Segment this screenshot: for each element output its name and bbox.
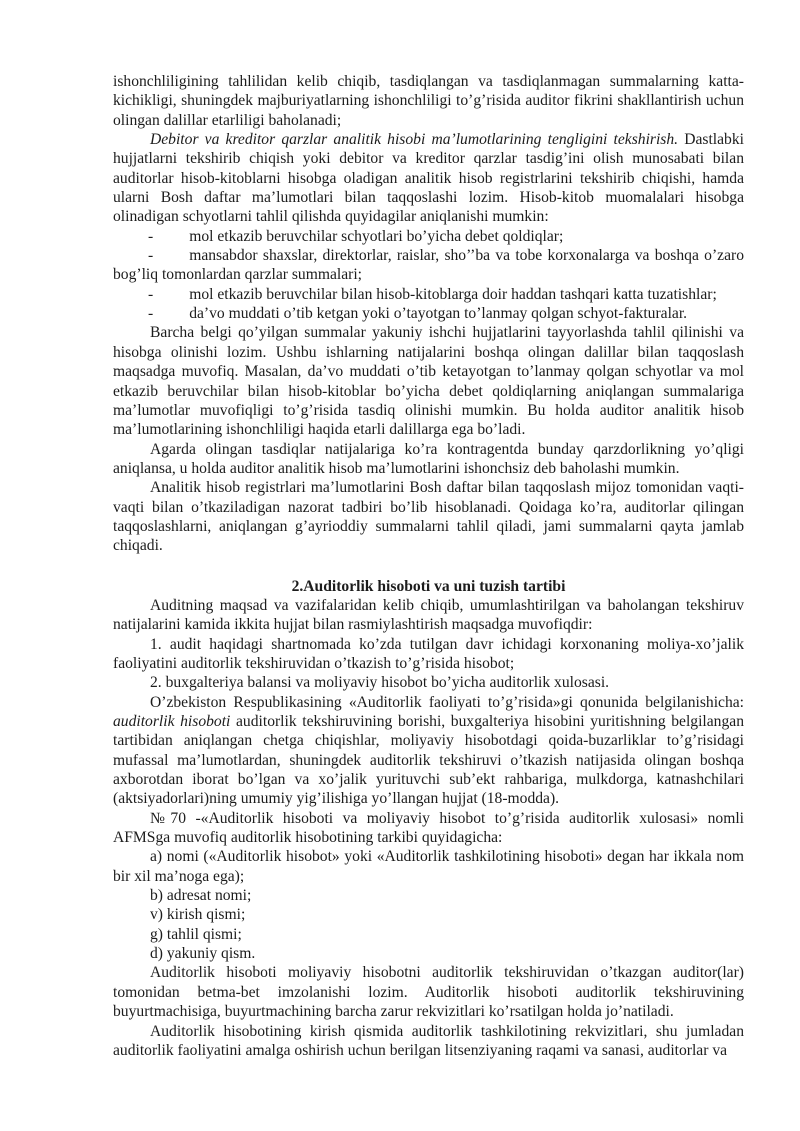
paragraph-afms: №70 -«Auditorlik hisoboti va moliyaviy hisobot to’g’risida auditorlik xulosasi» nomli AFMSga muvofiq auditorlik hisobotining tarkibi quyidagicha: [113, 809, 744, 847]
bullet-text: mol etkazib beruvchilar bilan hisob-kitoblarga doir haddan tashqari katta tuzatishlar; [189, 285, 717, 303]
paragraph-kirish-qismi: Auditorlik hisobotining kirish qismida auditorlik tashkilotining rekvizitlari, shu jumladan auditorlik faoliyatini amalga oshirish uchun berilgan litsenziyaning raqami va sanasi, auditorlar va [113, 1022, 744, 1059]
bullet-dash: - [148, 285, 154, 303]
paragraph-imzolanish: Auditorlik hisoboti moliyaviy hisobotni auditorlik tekshiruvidan o’tkazgan auditor(lar) tomonidan betma-bet imzolanishi lozim. Auditorlik hisoboti auditorlik tekshiruvining buyurtmachisiga, buyurtmachining barcha zarur rekvizitlari ko’rsatilgan holda jo’natiladi. [113, 964, 744, 1021]
bullet-dash: - [148, 247, 154, 265]
paragraph-debitor-kreditor-rest: Dastlabki hujjatlarni tekshirib chiqish yoki debitor va kreditor qarzlar tasdig’ini olish munosabati bilan auditorlar hisob-kitoblarni hisobga oladigan analitik hisob registrlarini tekshirib chiqishi, hamda ularni Bosh daftar ma’lumotlari bilan taqqoslashi lozim. Hisob-kitob muomalalari hisobga olinadigan schyotlarni tahlil qilishda quyidagilar aniqlanishi mumkin: [113, 131, 744, 226]
italic-lead-sentence: Debitor va kreditor qarzlar analitik hisobi ma’lumotlarining tengligini tekshirish. [150, 131, 679, 149]
letter-item: a) nomi («Auditorlik hisobot» yoki «Auditorlik tashkilotining hisoboti» degan har ikkala nom bir xil ma’noga ega); [113, 848, 744, 885]
bullet-item [113, 285, 744, 304]
paragraph-debitor-kreditor [113, 130, 744, 227]
paragraph-qonun [113, 693, 744, 809]
numbered-item: 2. buxgalteriya balansi va moliyaviy hisobot bo’yicha auditorlik xulosasi. [150, 674, 610, 692]
bullet-text: mansabdor shaxslar, direktorlar, raislar, sho’’ba va tobe korxonalarga va boshqa o’zaro bog’liq tomonlardan qarzlar summalari; [113, 247, 744, 284]
letter-item: g) tahlil qismi; [150, 925, 242, 943]
text-block [113, 72, 744, 1060]
letter-item: d) yakuniy qism. [150, 945, 256, 963]
bullet-text: mol etkazib beruvchilar schyotlari bo’yicha debet qoldiqlar; [189, 227, 564, 245]
letter-item: v) kirish qismi; [150, 906, 246, 924]
bullet-item [113, 246, 744, 285]
bullet-item [113, 304, 744, 323]
italic-auditorlik-hisoboti: auditorlik hisoboti [113, 713, 231, 730]
bullet-text: da’vo muddati o’tib ketgan yoki o’tayotgan to’lanmay qolgan schyot-fakturalar. [189, 305, 688, 323]
numbered-item: 1. audit haqidagi shartnomada ko’zda tutilgan davr ichidagi korxonaning moliya-xo’jalik faoliyatini auditorlik tekshiruvidan o’tkazish to’g’risida hisobot; [113, 635, 744, 672]
bullet-item [113, 227, 744, 246]
paragraph-continuation: ishonchliligining tahlilidan kelib chiqib, tasdiqlangan va tasdiqlanmagan summalarning katta-kichikligi, shuningdek majburiyatlarning ishonchliligi to’g’risida auditor fikrini shakllantirish uchun olingan dalillar etarliligi baholanadi; [113, 73, 744, 129]
paragraph-barcha-belgi: Barcha belgi qo’yilgan summalar yakuniy ishchi hujjatlarini tayyorlashda tahlil qilinishi va hisobga olinishi lozim. Ushbu ishlarning natijalarini boshqa olingan dalillar bilan taqqoslash maqsadga muvofiq. Masalan, da’vo muddati o’tib ketayotgan to’lanmay qolgan schyotlar va mol etkazib beruvchilar bilan hisob-kitoblar bo’yicha debet qoldiqlarning aniqlangan summalariga ma’lumotlar muvofiqligi to’g’risida tasdiq olinishi mumkin. Bu holda auditor analitik hisob ma’lumotlarining ishonchliligi haqida etarli dalillarga ega bo’ladi. [113, 324, 744, 439]
paragraph-agarda: Agarda olingan tasdiqlar natijalariga ko’ra kontragentda bunday qarzdorlikning yo’qligi aniqlansa, u holda auditor analitik hisob ma’lumotlarini ishonchsiz deb baholashi mumkin. [113, 440, 744, 477]
paragraph-auditning-maqsad: Auditning maqsad va vazifalaridan kelib chiqib, umumlashtirilgan va baholangan tekshiruv natijalarini kamida ikkita hujjat bilan rasmiylashtirish maqsadga muvofiqdir: [113, 596, 744, 634]
paragraph-qonun-post: auditorlik tekshiruvining borishi, buxgalteriya hisobini yuritishning belgilangan tartibidan aniqlangan chetga chiqishlar, moliyaviy hisobotdagi qoida-buzarliklar to’g’risidagi mufassal ma’lumotlardan, shuningdek auditorlik tekshiruvi o’tkazish natijasida olingan boshqa axborotdan iborat bo’lgan va xo’jalik yurituvchi sub’ekt rahbariga, mulkdorga, katnashchilari (aktsiyadorlari)ning umumiy yig’ilishiga yo’llangan hujjat (18-modda). [113, 713, 744, 808]
bullet-dash: - [148, 305, 154, 323]
paragraph-analitik-registrlar: Analitik hisob registrlari ma’lumotlarini Bosh daftar bilan taqqoslash mijoz tomonidan vaqti-vaqti bilan o’tkaziladigan nazorat tadbiri bo’lib hisoblanadi. Qoidaga ko’ra, auditorlar qilingan taqqoslashlarni, aniqlangan g’ayrioddiy summalarni tahlil qiladi, jami summalarni qayta jamlab chiqadi. [113, 479, 744, 555]
paragraph-qonun-pre: O’zbekiston Respublikasining «Auditorlik faoliyati to’g’risida»gi qonunida belgilanishicha: [150, 693, 744, 711]
letter-item: b) adresat nomi; [150, 887, 252, 905]
bullet-dash: - [148, 227, 154, 245]
section-heading: 2.Auditorlik hisoboti va uni tuzish tartibi [291, 577, 566, 595]
